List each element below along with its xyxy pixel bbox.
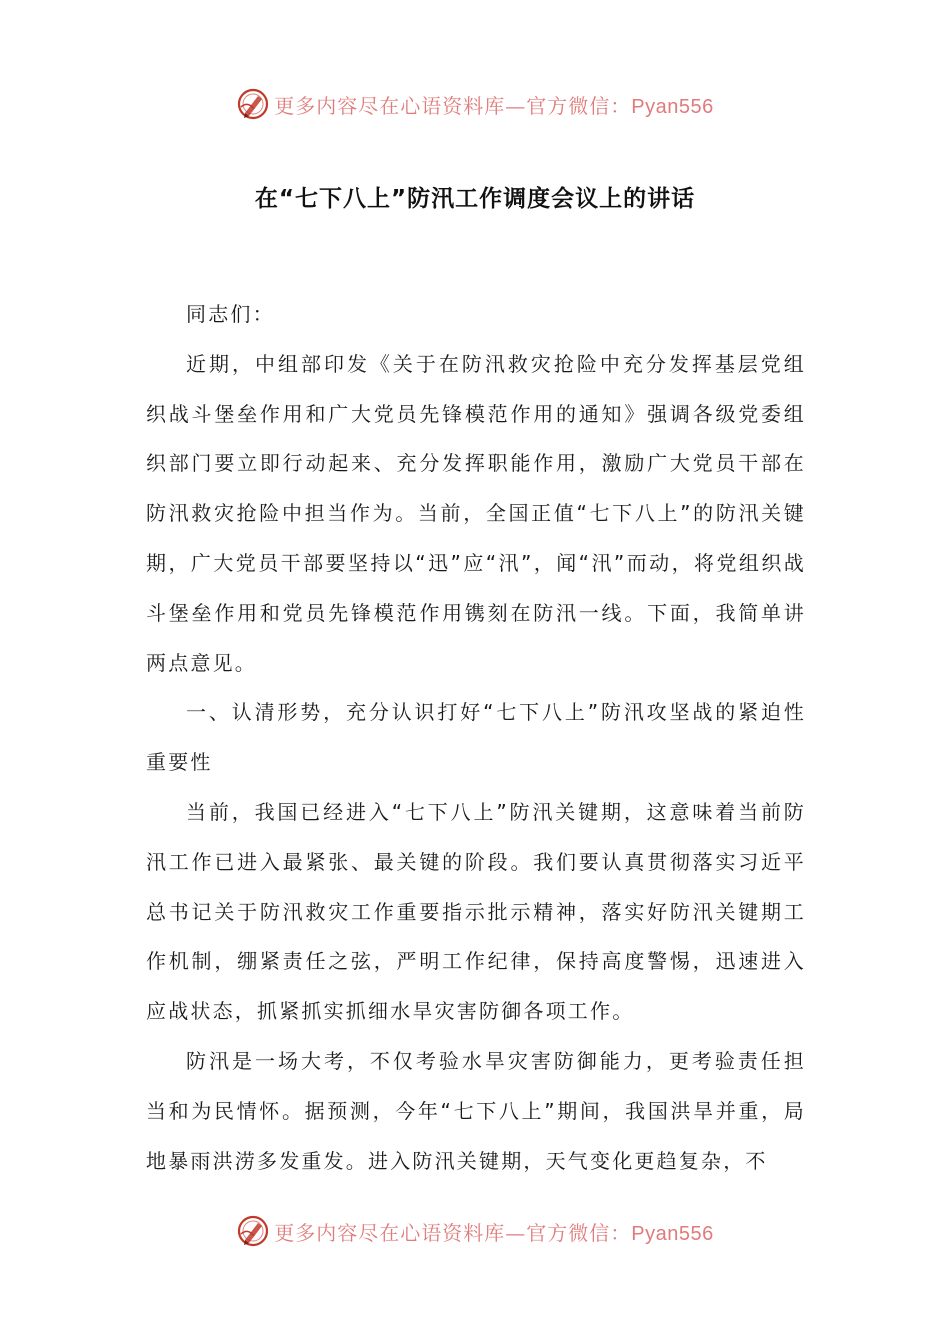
watermark-group (236, 1214, 713, 1248)
paragraph: 防汛是一场大考，不仅考验水旱灾害防御能力，更考验责任担当和为民情怀。据预测，今年“七下八上”期间，我国洪旱并重，局地暴雨洪涝多发重发。进入防汛关键期，天气变化更趋复杂，不 (146, 1048, 806, 1173)
watermark-text-cn: 更多内容尽在心语资料库—官方微信： (274, 93, 632, 118)
watermark-text (274, 90, 713, 119)
watermark-footer (0, 1211, 950, 1251)
paragraph: 近期，中组部印发《关于在防汛救灾抢险中充分发挥基层党组织战斗堡垒作用和广大党员先锋模范作用的通知》强调各级党委组织部门要立即行动起来、充分发挥职能作用，激励广大党员干部在防汛救灾抢险中担当作为。当前，全国正值“七下八上”的防汛关键期，广大党员干部要坚持以“迅”应“汛”，闻“汛”而动，将党组织战斗堡垒作用和党员先锋模范作用镌刻在防汛一线。下面，我简单讲两点意见。 (146, 351, 806, 675)
watermark-wechat-id: Pyan556 (631, 1222, 714, 1245)
pen-logo-icon (236, 87, 270, 121)
pen-logo-icon (236, 1214, 270, 1248)
watermark-wechat-id: Pyan556 (631, 95, 714, 118)
document-title: 在“七下八上”防汛工作调度会议上的讲话 (254, 186, 696, 212)
salutation: 同志们： (186, 302, 275, 326)
watermark-text-cn: 更多内容尽在心语资料库—官方微信： (274, 1220, 632, 1245)
paragraph: 当前，我国已经进入“七下八上”防汛关键期，这意味着当前防汛工作已进入最紧张、最关键的阶段。我们要认真贯彻落实习近平总书记关于防汛救灾工作重要指示批示精神，落实好防汛关键期工作机制，绷紧责任之弦，严明工作纪律，保持高度警惕，迅速进入应战状态，抓紧抓实抓细水旱灾害防御各项工作。 (146, 799, 806, 1024)
document-body (146, 290, 806, 1186)
section-heading: 一、认清形势，充分认识打好“七下八上”防汛攻坚战的紧迫性重要性 (146, 700, 806, 775)
watermark-text (274, 1217, 713, 1246)
watermark-group (236, 87, 713, 121)
watermark-header (0, 84, 950, 124)
